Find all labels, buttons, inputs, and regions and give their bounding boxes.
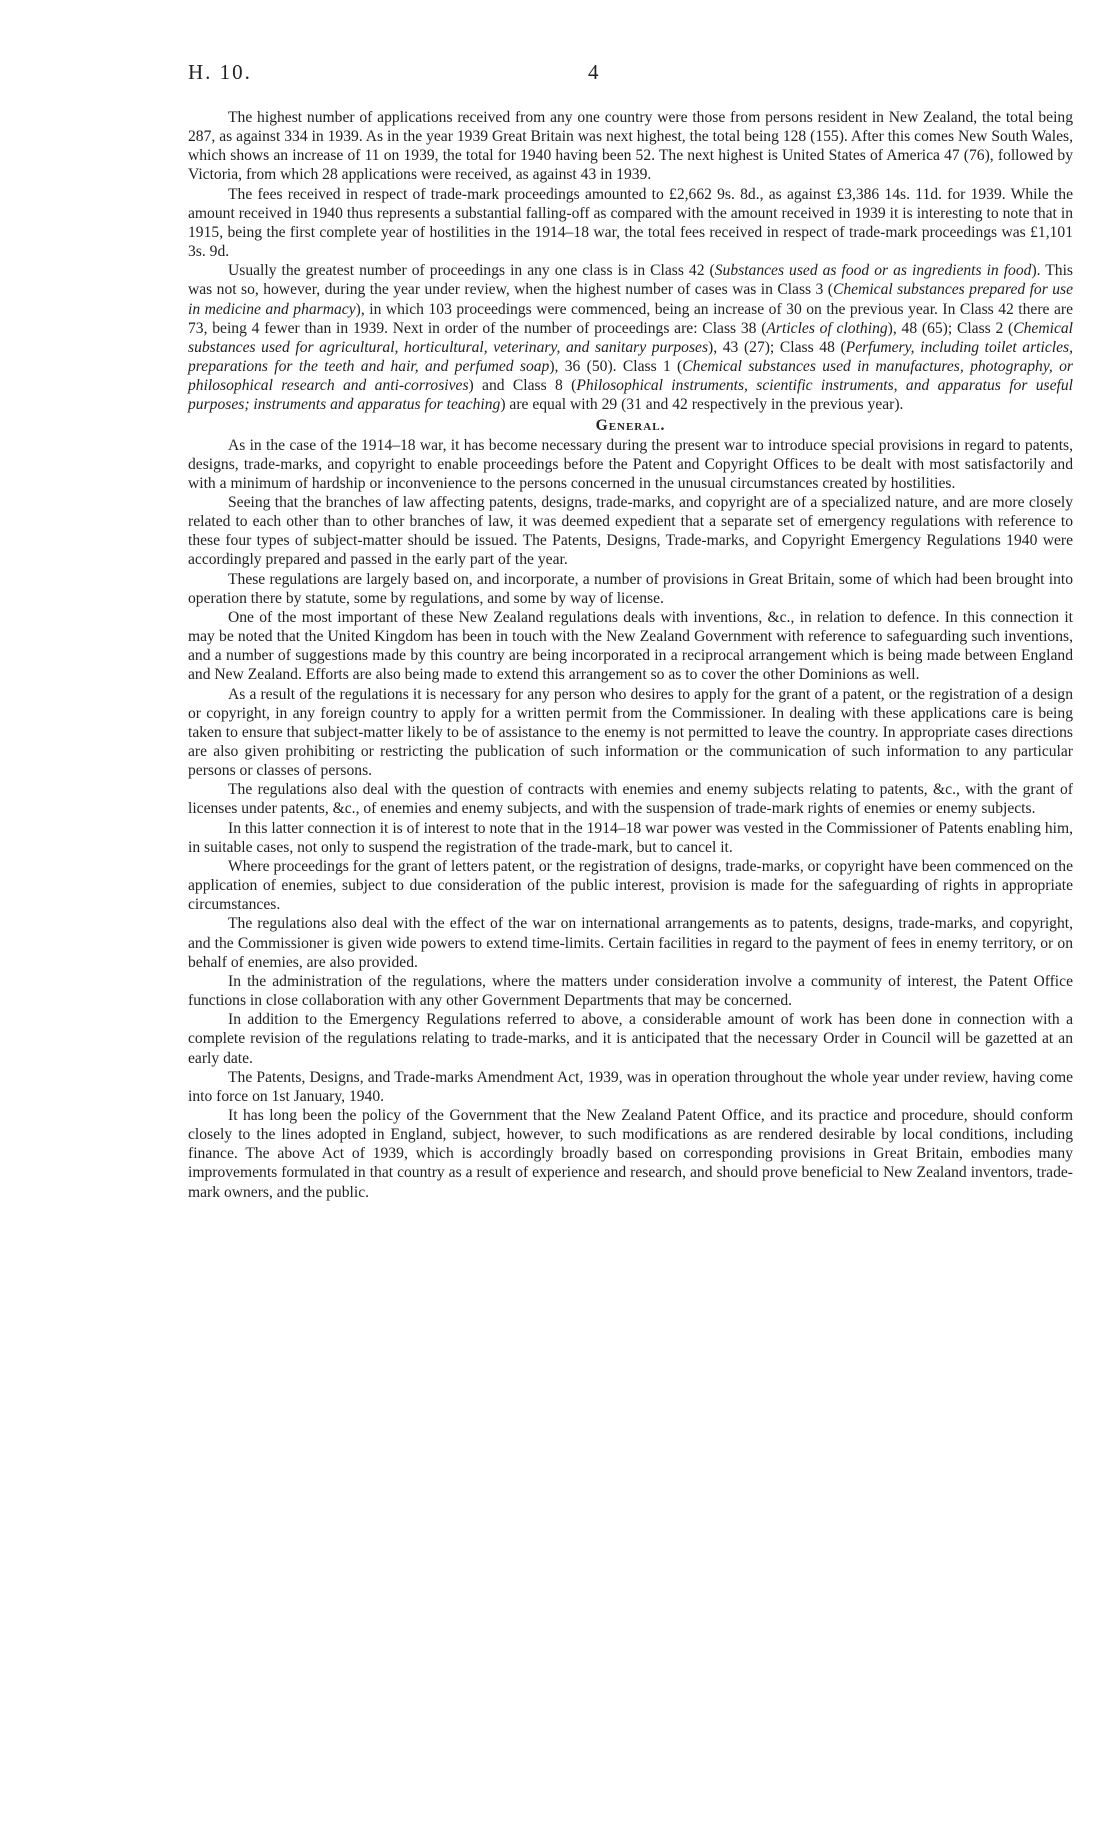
class-description: Chemical substances prepared for use in medicine and pharmacy	[188, 281, 1073, 318]
paragraph-text: ), 48 (65); Class 2 (	[887, 319, 1014, 337]
paragraph-text: ) and Class 8 (	[468, 377, 577, 395]
paragraph-enemy-proceedings: Where proceedings for the grant of letters patent, or the registration of designs, trade-marks, or copyright have been commenced on the application of enemies, subject to due consideration of the public interest, provision is made for the safeguarding of rights in appropriate circumstances.	[188, 857, 1073, 914]
paragraph-enemy-contracts: The regulations also deal with the question of contracts with enemies and enemy subjects relating to patents, &c., with the grant of licenses under patents, &c., of enemies and enemy subjects, and with the suspension of trade-mark rights of enemies or enemy subjects.	[188, 781, 1073, 818]
paragraph-text: ), 36 (50). Class 1 (	[549, 358, 683, 376]
body-text	[188, 108, 1073, 1202]
paragraph-text: ), in which 103 proceedings were commenced, being an increase of 30 on the previous year. In Class 42 there are 73, being 4 fewer than in 1939. Next in order of the number of proceedings are: Class 38 (	[188, 300, 1073, 337]
paragraph-foreign-applications: As a result of the regulations it is necessary for any person who desires to apply for the grant of a patent, or the registration of a design or copyright, in any foreign country to apply for a written permit from the Commissioner. In dealing with these applications care is being taken to ensure that subject-matter likely to be of assistance to the enemy is not permitted to leave the country. In appropriate cases directions are also given prohibiting or restricting the publication of such information or the communication of such information to any particular persons or classes of persons.	[188, 685, 1073, 780]
paragraph-trade-mark-revision: In addition to the Emergency Regulations referred to above, a considerable amount of work has been done in connection with a complete revision of the regulations relating to trade-marks, and it is anticipated that the necessary Order in Council will be gazetted at an early date.	[188, 1011, 1073, 1067]
paragraph-text: Usually the greatest number of proceedings in any one class is in Class 42 (	[228, 262, 715, 280]
paragraph-emergency-regulations: Seeing that the branches of law affecting patents, designs, trade-marks, and copyright are of a specialized nature, and are more closely related to each other than to other branches of law, it was deemed expedient that a separate set of emergency regulations with reference to these four types of subject-matter should be issued. The Patents, Designs, Trade-marks, and Copyright Emergency Regulations 1940 were accordingly prepared and passed in the early part of the year.	[188, 493, 1073, 569]
paragraph-text: ) are equal with 29 (31 and 42 respectively in the previous year).	[500, 396, 904, 414]
class-description: Philosophical instruments, scientific instruments, and apparatus for useful purposes; instruments and apparatus for teaching	[188, 377, 1073, 414]
section-heading-general: General.	[595, 416, 666, 434]
paragraph-text: ). This was not so, however, during the year under review, when the highest number of cases was in Class 3 (	[188, 262, 1073, 299]
document-reference: H. 10.	[188, 60, 252, 84]
class-description: Chemical substances used for agricultural, horticultural, veterinary, and sanitary purposes	[188, 319, 1073, 356]
paragraph-amendment-act: The Patents, Designs, and Trade-marks Amendment Act, 1939, was in operation throughout the whole year under review, having come into force on 1st January, 1940.	[188, 1068, 1073, 1105]
paragraph-applications-by-country: The highest number of applications received from any one country were those from persons resident in New Zealand, the total being 287, as against 334 in 1939. As in the year 1939 Great Britain was next highest, the total being 128 (155). After this comes New South Wales, which shows an increase of 11 on 1939, the total for 1940 having been 52. The next highest is United States of America 47 (76), followed by Victoria, from which 28 applications were received, as against 43 in 1939.	[188, 109, 1073, 184]
class-description: Perfumery, including toilet articles, preparations for the teeth and hair, and perfumed soap	[188, 338, 1073, 376]
class-description: Articles of clothing	[766, 319, 888, 337]
page-header	[188, 60, 1073, 90]
paragraph-text: ), 43 (27); Class 48 (	[708, 338, 846, 356]
paragraph-great-britain-basis: These regulations are largely based on, and incorporate, a number of provisions in Great Britain, some of which had been brought into operation there by statute, some by regulations, and some by way of license.	[188, 570, 1073, 607]
paragraph-international-arrangements: The regulations also deal with the effect of the war on international arrangements as to patents, designs, trade-marks, and copyright, and the Commissioner is given wide powers to extend time-limits. Certain facilities in regard to the payment of fees in enemy territory, or on behalf of enemies, are also provided.	[188, 915, 1073, 971]
paragraph-trade-mark-cancellation: In this latter connection it is of interest to note that in the 1914–18 war power was vested in the Commissioner of Patents enabling him, in suitable cases, not only to suspend the registration of the trade-mark, but to cancel it.	[188, 819, 1073, 856]
paragraph-classes	[188, 261, 1073, 414]
paragraph-inventions-defence: One of the most important of these New Zealand regulations deals with inventions, &c., in relation to defence. In this connection it may be noted that the United Kingdom has been in touch with the New Zealand Government with reference to safeguarding such inventions, and a number of suggestions made by this country are being incorporated in a reciprocal arrangement which is being made between England and New Zealand. Efforts are also being made to extend this arrangement so as to cover the other Dominions as well.	[188, 608, 1073, 684]
class-description: Substances used as food or as ingredients in food	[714, 262, 1032, 280]
paragraph-government-policy: It has long been the policy of the Government that the New Zealand Patent Office, and its practice and procedure, should conform closely to the lines adopted in England, subject, however, to such modifications as are rendered desirable by local conditions, including finance. The above Act of 1939, which is accordingly broadly based on corresponding provisions in Great Britain, embodies many improvements formulated in that country as a result of experience and research, and should prove beneficial to New Zealand inventors, trade-mark owners, and the public.	[188, 1106, 1073, 1201]
class-description: Chemical substances used in manufactures, photography, or philosophical research and anti-corrosives	[188, 358, 1073, 395]
page-number: 4	[588, 60, 599, 84]
paragraph-war-provisions: As in the case of the 1914–18 war, it has become necessary during the present war to introduce special provisions in regard to patents, designs, trade-marks, and copyright to enable proceedings before the Patent and Copyright Offices to be dealt with most satisfactorily and with a minimum of hardship or inconvenience to the persons concerned in the unusual circumstances created by hostilities.	[188, 436, 1073, 492]
paragraph-trade-mark-fees: The fees received in respect of trade-mark proceedings amounted to £2,662 9s. 8d., as against £3,386 14s. 11d. for 1939. While the amount received in 1940 thus represents a substantial falling-off as compared with the amount received in 1939 it is interesting to note that in 1915, being the first complete year of hostilities in the 1914–18 war, the total fees received in respect of trade-mark proceedings was £1,101 3s. 9d.	[188, 185, 1073, 261]
paragraph-administration: In the administration of the regulations, where the matters under consideration involve a community of interest, the Patent Office functions in close collaboration with any other Government Departments that may be concerned.	[188, 972, 1073, 1010]
